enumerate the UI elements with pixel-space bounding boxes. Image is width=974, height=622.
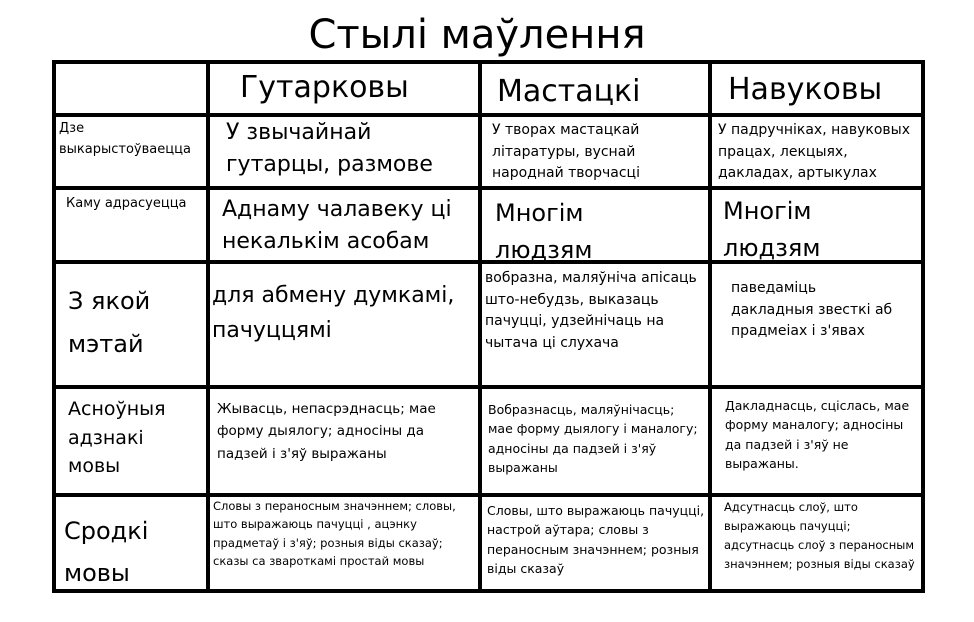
cell-usage-artistic: У творах мастацкай літаратуры, вуснай народнай творчасці <box>492 122 640 182</box>
cell-usage-colloquial: У звычайнай гутарцы, размове <box>226 120 433 177</box>
cell-usage-scientific: У падручніках, навуковых працах, лекцыях, дакладах, артыкулах <box>718 122 910 182</box>
cell-features-artistic: Вобразнасць, маляўнічасць; мае форму дыялогу і маналогу; адносіны да падзей і з'яў выражаны <box>488 402 698 476</box>
column-header-colloquial: Гутарковы <box>240 70 409 105</box>
row-label-usage: Дзе выкарыстоўваецца <box>59 121 191 157</box>
row-divider <box>52 186 925 190</box>
row-label-purpose: З якой мэтай <box>68 287 151 359</box>
cell-addressee-scientific: Многім людзям <box>723 197 821 263</box>
row-label-features: Асноўныя адзнакі мовы <box>68 398 166 477</box>
row-label-means: Сродкі мовы <box>64 517 149 587</box>
row-divider <box>52 113 925 117</box>
cell-features-scientific: Дакладнасць, сціслась, мае форму маналогу; адносіны да падзей і з'яў не выражаны. <box>725 398 910 472</box>
cell-features-colloquial: Жывасць, непасрэднасць; мае форму дыялогу; адносіны да падзей і з'яў выражаны <box>217 401 436 462</box>
cell-purpose-scientific: паведаміць дакладныя звесткі аб прадмеіах і з'явах <box>731 280 893 340</box>
cell-addressee-colloquial: Аднаму чалавеку ці некалькім асобам <box>222 197 452 254</box>
cell-means-scientific: Адсутнасць слоў, што выражаюць пачуцці; адсутнасць слоў з пераносным значэннем; розныя віды сказаў <box>724 500 915 571</box>
row-divider <box>52 493 925 497</box>
cell-addressee-artistic: Многім людзям <box>495 199 593 265</box>
cell-purpose-colloquial: для абмену думкамі, пачуццямі <box>212 283 455 344</box>
cell-means-artistic: Словы, што выражаюць пачуцці, настрой аўтара; словы з пераносным значэннем; розныя віды сказаў <box>487 503 705 577</box>
page-title: Стылі маўлення <box>308 12 646 58</box>
row-label-addressee: Каму адрасуецца <box>66 196 187 211</box>
column-header-scientific: Навуковы <box>728 72 883 107</box>
column-divider <box>478 60 482 593</box>
column-header-artistic: Мастацкі <box>497 74 641 109</box>
cell-purpose-artistic: вобразна, маляўніча апісаць што-небудзь, выказаць пачуцці, удзейнічаць на чытача ці слухача <box>485 270 697 352</box>
cell-means-colloquial: Словы з пераносным значэннем; словы, што выражаюць пачуцці , ацэнку прадметаў і з'яў; розныя віды сказаў; сказы са звароткамі простай мовы <box>213 499 456 569</box>
column-divider <box>206 60 210 593</box>
